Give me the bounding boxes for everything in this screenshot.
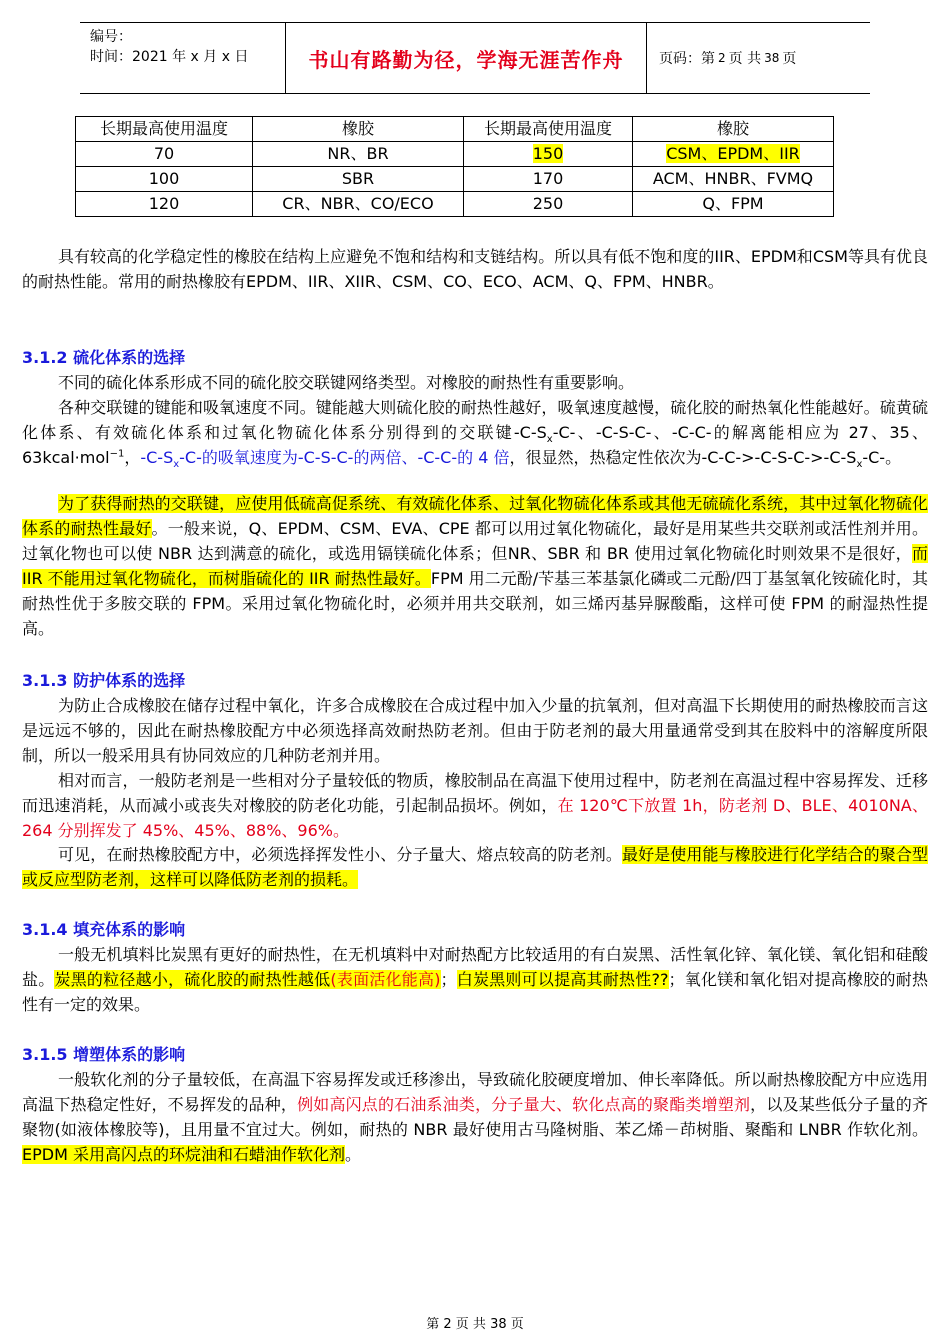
header-meta — [80, 23, 285, 93]
highlighted-text: 而 IIR 不能用过氧化物硫化，而树脂硫化的 IIR 耐热性最好。 — [22, 544, 928, 588]
document-number-label: 编号： — [90, 29, 132, 45]
page-total: 38 — [764, 51, 780, 65]
highlighted-text: 最好是使用能与橡胶进行化学结合的聚合型或反应型防老剂，这样可以降低防老剂的损耗。 — [22, 845, 928, 889]
table-row — [76, 142, 834, 167]
footer-prefix: 第 — [426, 1317, 440, 1332]
page-header — [80, 22, 870, 94]
text-run: -C-。 — [862, 448, 902, 467]
text-run: ； — [440, 970, 457, 989]
highlighted-text: 炭黑的粒径越小，硫化胶的耐热性越低 — [54, 970, 331, 989]
superscript: −1 — [109, 448, 125, 460]
section-title-3-1-2: 3.1.2 硫化体系的选择 — [22, 348, 186, 367]
text-run: 一般软化剂的分子量较低，在高温下容易挥发或迁移渗出，导致硫化胶硬度增加、伸长率降低。所以耐热橡胶配方中应选用高温下热稳定性好，不易挥发的品种， — [22, 1070, 928, 1114]
table-cell: CR、NBR、CO/ECO — [253, 192, 464, 217]
table-header-cell: 长期最高使用温度 — [464, 117, 633, 142]
table-cell: SBR — [253, 167, 464, 192]
text-run: ， — [124, 448, 141, 467]
red-text: 例如高闪点的石油系油类，分子量大、软化点高的聚酯类增塑剂 — [297, 1095, 751, 1114]
text-run: -C-S — [140, 448, 174, 467]
highlighted-text: 白炭黑则可以提高其耐热性?? — [456, 970, 669, 989]
paragraph-filler — [22, 942, 928, 1017]
table-cell: 170 — [464, 167, 633, 192]
blue-text — [140, 448, 510, 471]
table-cell: 250 — [464, 192, 633, 217]
text-run: 各种交联键的键能和吸氧速度不同。键能越大则硫化胶的耐热性越好，吸氧速度越慢，硫化胶的耐热氧化性能越好。硫黄硫化体系、有效硫化体系和过氧化物硫化体系分别得到的交联键-C-S — [22, 398, 928, 442]
temperature-rubber-table — [75, 116, 834, 217]
subscript: x — [546, 434, 553, 446]
footer-mid: 页 共 — [455, 1317, 486, 1332]
page-number: 2 — [718, 51, 726, 65]
table-cell: 70 — [76, 142, 253, 167]
table-cell — [633, 142, 834, 167]
red-text: 在 120℃下放置 1h，防老剂 D、BLE、4010NA、264 分别挥发了 45%、45%、88%、96%。 — [22, 796, 928, 840]
paragraph-antioxidant-choice — [22, 842, 928, 892]
subscript: x — [856, 459, 863, 471]
footer-page-number: 2 — [443, 1317, 452, 1332]
text-run: -C-、-C-S-C-、-C-C-的解离能相应为 27、35、63kcal·mol — [22, 423, 928, 467]
footer-page-total: 38 — [490, 1317, 507, 1332]
document-time-label: 时间：2021 年 x 月 x 日 — [90, 49, 249, 65]
table-row — [76, 192, 834, 217]
table-header-cell: 长期最高使用温度 — [76, 117, 253, 142]
highlighted-text: EPDM 采用高闪点的环烷油和石蜡油作软化剂 — [22, 1145, 345, 1164]
page-mid: 页 共 — [728, 51, 762, 67]
page-prefix: 页码：第 — [659, 51, 715, 67]
red-text: (表面活化能高) — [330, 970, 441, 989]
table-cell: 100 — [76, 167, 253, 192]
text-run: ；氧化镁和氧化铝对提高橡胶的耐热性有一定的效果。 — [22, 970, 928, 1014]
highlighted-cell-text: CSM、EPDM、IIR — [666, 144, 800, 163]
section-title-3-1-3: 3.1.3 防护体系的选择 — [22, 671, 186, 690]
text-run: 相对而言，一般防老剂是一些相对分子量较低的物质，橡胶制品在高温下使用过程中，防老剂在高温过程中容易挥发、迁移而迅速消耗，从而减小或丧失对橡胶的防老化功能，引起制品损坏。例如， — [22, 771, 928, 815]
paragraph-antioxidant-intro: 为防止合成橡胶在储存过程中氧化，许多合成橡胶在合成过程中加入少量的抗氧剂，但对高温下长期使用的耐热橡胶而言这是远远不够的，因此在耐热橡胶配方中必须选择高效耐热防老剂。但由于防老剂的最大用量通常受到其在胶料中的溶解度所限制，所以一般采用具有协同效应的几种防老剂并用。 — [22, 696, 928, 765]
paragraph-crosslink-energy — [22, 395, 928, 470]
table-header-cell: 橡胶 — [253, 117, 464, 142]
paragraph-vulcanization-intro: 不同的硫化体系形成不同的硫化胶交联键网络类型。对橡胶的耐热性有重要影响。 — [58, 373, 635, 392]
page-suffix: 页 — [782, 51, 797, 67]
paragraph-antioxidant-volatility — [22, 768, 928, 843]
text-run: 可见，在耐热橡胶配方中，必须选择挥发性小、分子量大、熔点较高的防老剂。 — [58, 845, 622, 864]
table-cell: NR、BR — [253, 142, 464, 167]
table-header-cell: 橡胶 — [633, 117, 834, 142]
highlighted-text: 为了获得耐热的交联键，应使用低硫高促系统、有效硫化体系、过氧化物硫化体系或其他无硫硫化系统，其中过氧化物硫化体系的耐热性最好 — [22, 494, 928, 538]
paragraph-heat-resistant-crosslinks — [22, 491, 928, 641]
text-run: 。一般来说，Q、EPDM、CSM、EVA、CPE 都可以用过氧化物硫化，最好是用某些共交联剂或活性剂并用。过氧化物也可以使 NBR 达到满意的硫化，或选用镉镁硫化体系；但NR、SBR 和 BR 使用过氧化物硫化时则效果不是很好， — [22, 519, 928, 563]
text-run: FPM 用二元酚/苄基三苯基氯化磷或二元酚/四丁基氢氧化铵硫化时，其耐热性优于多胺交联的 FPM。采用过氧化物硫化时，必须并用共交联剂，如三烯丙基异脲酸酯，这样可使 FPM 的耐湿热性提高。 — [22, 569, 928, 638]
text-run: 。 — [344, 1145, 361, 1164]
highlighted-cell-text: 150 — [532, 144, 564, 163]
table-cell — [464, 142, 633, 167]
header-motto: 书山有路勤为径，学海无涯苦作舟 — [285, 23, 647, 93]
header-page-info — [647, 23, 870, 93]
subscript: x — [173, 459, 180, 471]
table-header-row — [76, 117, 834, 142]
text-run: ，很显然，热稳定性依次为-C-C->-C-S-C->-C-S — [509, 448, 857, 467]
text-run: 一般无机填料比炭黑有更好的耐热性，在无机填料中对耐热配方比较适用的有白炭黑、活性氧化锌、氧化镁、氧化铝和硅酸盐。 — [22, 945, 928, 989]
text-run: ，以及某些低分子量的齐聚物(如液体橡胶等)，且用量不宜过大。例如，耐热的 NBR 最好使用古马隆树脂、苯乙烯－茚树脂、聚酯和 LNBR 作软化剂。 — [22, 1095, 928, 1139]
table-row — [76, 167, 834, 192]
table-cell: Q、FPM — [633, 192, 834, 217]
section-title-3-1-5: 3.1.5 增塑体系的影响 — [22, 1045, 186, 1064]
footer-suffix: 页 — [510, 1317, 524, 1332]
table-cell: ACM、HNBR、FVMQ — [633, 167, 834, 192]
page-footer — [0, 1313, 950, 1332]
text-run: -C-的吸氧速度为-C-S-C-的两倍、-C-C-的 4 倍 — [179, 448, 510, 467]
paragraph-chemical-stability: 具有较高的化学稳定性的橡胶在结构上应避免不饱和结构和支链结构。所以具有低不饱和度的IIR、EPDM和CSM等具有优良的耐热性能。常用的耐热橡胶有EPDM、IIR、XIIR、CSM、CO、ECO、ACM、Q、FPM、HNBR。 — [22, 247, 928, 291]
paragraph-plasticizer — [22, 1067, 928, 1167]
section-title-3-1-4: 3.1.4 填充体系的影响 — [22, 920, 186, 939]
table-cell: 120 — [76, 192, 253, 217]
